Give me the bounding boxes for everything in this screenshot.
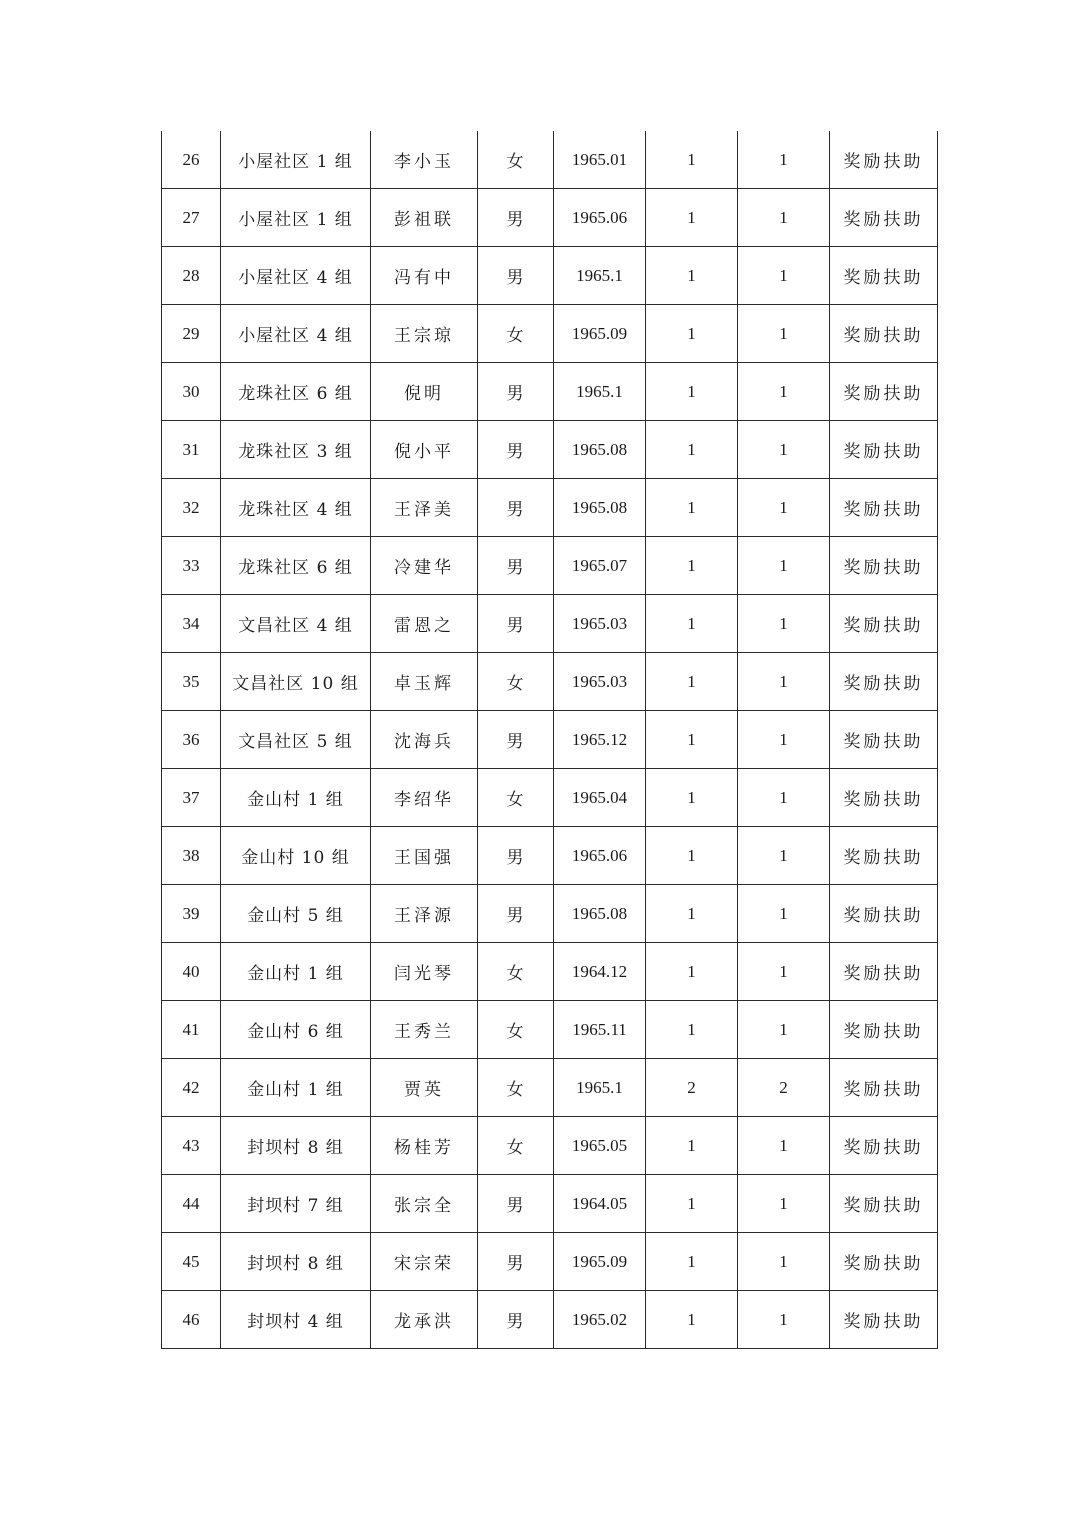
cell-count-a: 1 [646, 1233, 738, 1291]
cell-number: 32 [162, 479, 221, 537]
cell-count-a: 1 [646, 537, 738, 595]
cell-gender: 男 [478, 189, 554, 247]
cell-number: 43 [162, 1117, 221, 1175]
cell-number: 30 [162, 363, 221, 421]
cell-support-type: 奖励扶助 [830, 363, 938, 421]
cell-support-type: 奖励扶助 [830, 1233, 938, 1291]
cell-number: 26 [162, 131, 221, 189]
cell-name: 王国强 [371, 827, 478, 885]
cell-support-type: 奖励扶助 [830, 595, 938, 653]
cell-count-a: 1 [646, 1117, 738, 1175]
cell-name: 倪明 [371, 363, 478, 421]
cell-count-a: 1 [646, 1001, 738, 1059]
cell-birth-date: 1965.02 [554, 1291, 646, 1349]
cell-gender: 男 [478, 247, 554, 305]
cell-gender: 男 [478, 479, 554, 537]
cell-number: 44 [162, 1175, 221, 1233]
cell-support-type: 奖励扶助 [830, 711, 938, 769]
table-row [162, 595, 938, 653]
cell-address: 小屋社区 4 组 [221, 305, 371, 363]
cell-name: 王宗琼 [371, 305, 478, 363]
cell-birth-date: 1965.01 [554, 131, 646, 189]
cell-support-type: 奖励扶助 [830, 305, 938, 363]
cell-gender: 女 [478, 769, 554, 827]
beneficiary-table [161, 131, 938, 1349]
table-row [162, 1175, 938, 1233]
cell-birth-date: 1965.03 [554, 595, 646, 653]
cell-birth-date: 1965.08 [554, 421, 646, 479]
cell-count-b: 1 [738, 769, 830, 827]
cell-address: 金山村 5 组 [221, 885, 371, 943]
cell-support-type: 奖励扶助 [830, 1059, 938, 1117]
cell-support-type: 奖励扶助 [830, 421, 938, 479]
cell-name: 彭祖联 [371, 189, 478, 247]
cell-gender: 男 [478, 363, 554, 421]
cell-count-b: 2 [738, 1059, 830, 1117]
cell-count-b: 1 [738, 1233, 830, 1291]
cell-gender: 女 [478, 1001, 554, 1059]
cell-birth-date: 1965.1 [554, 247, 646, 305]
cell-name: 雷恩之 [371, 595, 478, 653]
table-row [162, 421, 938, 479]
cell-gender: 男 [478, 1175, 554, 1233]
cell-count-b: 1 [738, 1291, 830, 1349]
cell-count-a: 1 [646, 653, 738, 711]
cell-count-a: 1 [646, 711, 738, 769]
cell-gender: 女 [478, 653, 554, 711]
cell-name: 宋宗荣 [371, 1233, 478, 1291]
cell-number: 40 [162, 943, 221, 1001]
cell-count-a: 1 [646, 421, 738, 479]
cell-support-type: 奖励扶助 [830, 827, 938, 885]
cell-name: 闫光琴 [371, 943, 478, 1001]
cell-birth-date: 1965.03 [554, 653, 646, 711]
cell-gender: 女 [478, 131, 554, 189]
cell-name: 龙承洪 [371, 1291, 478, 1349]
cell-name: 倪小平 [371, 421, 478, 479]
table-row [162, 653, 938, 711]
cell-number: 46 [162, 1291, 221, 1349]
cell-count-a: 1 [646, 769, 738, 827]
cell-gender: 男 [478, 421, 554, 479]
cell-name: 卓玉辉 [371, 653, 478, 711]
cell-count-a: 1 [646, 189, 738, 247]
cell-count-a: 2 [646, 1059, 738, 1117]
cell-support-type: 奖励扶助 [830, 769, 938, 827]
cell-count-a: 1 [646, 363, 738, 421]
cell-support-type: 奖励扶助 [830, 247, 938, 305]
table-row [162, 769, 938, 827]
cell-gender: 女 [478, 1059, 554, 1117]
cell-support-type: 奖励扶助 [830, 131, 938, 189]
cell-gender: 男 [478, 1291, 554, 1349]
cell-name: 李小玉 [371, 131, 478, 189]
cell-number: 38 [162, 827, 221, 885]
cell-support-type: 奖励扶助 [830, 1175, 938, 1233]
cell-count-a: 1 [646, 305, 738, 363]
cell-gender: 男 [478, 537, 554, 595]
cell-birth-date: 1965.05 [554, 1117, 646, 1175]
cell-count-a: 1 [646, 885, 738, 943]
table-row [162, 1001, 938, 1059]
cell-number: 36 [162, 711, 221, 769]
cell-number: 42 [162, 1059, 221, 1117]
cell-name: 冷建华 [371, 537, 478, 595]
cell-address: 小屋社区 1 组 [221, 189, 371, 247]
cell-count-b: 1 [738, 1175, 830, 1233]
cell-count-b: 1 [738, 189, 830, 247]
cell-count-a: 1 [646, 827, 738, 885]
cell-gender: 男 [478, 595, 554, 653]
table-row [162, 1291, 938, 1349]
table-row [162, 247, 938, 305]
cell-name: 杨桂芳 [371, 1117, 478, 1175]
cell-gender: 女 [478, 305, 554, 363]
cell-count-b: 1 [738, 1117, 830, 1175]
cell-count-a: 1 [646, 479, 738, 537]
cell-support-type: 奖励扶助 [830, 1117, 938, 1175]
cell-gender: 男 [478, 827, 554, 885]
cell-count-b: 1 [738, 1001, 830, 1059]
cell-address: 封坝村 7 组 [221, 1175, 371, 1233]
table-row [162, 363, 938, 421]
cell-birth-date: 1965.08 [554, 885, 646, 943]
cell-address: 金山村 1 组 [221, 943, 371, 1001]
table-row [162, 189, 938, 247]
cell-count-b: 1 [738, 711, 830, 769]
cell-support-type: 奖励扶助 [830, 885, 938, 943]
cell-address: 龙珠社区 3 组 [221, 421, 371, 479]
cell-address: 金山村 1 组 [221, 1059, 371, 1117]
cell-number: 29 [162, 305, 221, 363]
cell-gender: 男 [478, 1233, 554, 1291]
cell-gender: 女 [478, 943, 554, 1001]
cell-number: 27 [162, 189, 221, 247]
cell-count-a: 1 [646, 1291, 738, 1349]
cell-count-a: 1 [646, 131, 738, 189]
table-body [162, 131, 938, 1349]
cell-number: 28 [162, 247, 221, 305]
table-row [162, 1059, 938, 1117]
cell-address: 封坝村 8 组 [221, 1117, 371, 1175]
cell-name: 王泽美 [371, 479, 478, 537]
cell-name: 王秀兰 [371, 1001, 478, 1059]
cell-count-a: 1 [646, 943, 738, 1001]
table-row [162, 885, 938, 943]
table-row [162, 1117, 938, 1175]
cell-address: 封坝村 4 组 [221, 1291, 371, 1349]
cell-count-a: 1 [646, 595, 738, 653]
cell-address: 金山村 1 组 [221, 769, 371, 827]
cell-address: 小屋社区 1 组 [221, 131, 371, 189]
cell-birth-date: 1965.04 [554, 769, 646, 827]
cell-number: 34 [162, 595, 221, 653]
cell-count-b: 1 [738, 247, 830, 305]
table-row [162, 711, 938, 769]
cell-gender: 男 [478, 885, 554, 943]
cell-support-type: 奖励扶助 [830, 537, 938, 595]
cell-count-b: 1 [738, 827, 830, 885]
cell-number: 37 [162, 769, 221, 827]
cell-count-b: 1 [738, 305, 830, 363]
cell-address: 文昌社区 10 组 [221, 653, 371, 711]
cell-count-b: 1 [738, 421, 830, 479]
table-row [162, 943, 938, 1001]
cell-name: 李绍华 [371, 769, 478, 827]
cell-address: 龙珠社区 6 组 [221, 363, 371, 421]
cell-count-b: 1 [738, 131, 830, 189]
table-row [162, 305, 938, 363]
cell-address: 小屋社区 4 组 [221, 247, 371, 305]
cell-birth-date: 1965.1 [554, 363, 646, 421]
cell-birth-date: 1965.09 [554, 305, 646, 363]
cell-address: 龙珠社区 4 组 [221, 479, 371, 537]
table-row [162, 827, 938, 885]
cell-birth-date: 1965.11 [554, 1001, 646, 1059]
cell-birth-date: 1965.08 [554, 479, 646, 537]
cell-birth-date: 1965.06 [554, 827, 646, 885]
cell-count-b: 1 [738, 595, 830, 653]
cell-support-type: 奖励扶助 [830, 479, 938, 537]
table-row [162, 479, 938, 537]
cell-count-b: 1 [738, 363, 830, 421]
cell-support-type: 奖励扶助 [830, 653, 938, 711]
cell-number: 41 [162, 1001, 221, 1059]
cell-count-a: 1 [646, 1175, 738, 1233]
cell-address: 封坝村 8 组 [221, 1233, 371, 1291]
cell-support-type: 奖励扶助 [830, 1291, 938, 1349]
cell-address: 金山村 6 组 [221, 1001, 371, 1059]
cell-name: 沈海兵 [371, 711, 478, 769]
cell-number: 33 [162, 537, 221, 595]
cell-gender: 男 [478, 711, 554, 769]
cell-count-a: 1 [646, 247, 738, 305]
table-row [162, 537, 938, 595]
cell-address: 文昌社区 4 组 [221, 595, 371, 653]
cell-name: 张宗全 [371, 1175, 478, 1233]
cell-name: 冯有中 [371, 247, 478, 305]
cell-support-type: 奖励扶助 [830, 943, 938, 1001]
cell-address: 文昌社区 5 组 [221, 711, 371, 769]
cell-count-b: 1 [738, 943, 830, 1001]
cell-number: 39 [162, 885, 221, 943]
cell-address: 金山村 10 组 [221, 827, 371, 885]
table-row [162, 131, 938, 189]
cell-birth-date: 1965.06 [554, 189, 646, 247]
cell-count-b: 1 [738, 885, 830, 943]
cell-birth-date: 1964.05 [554, 1175, 646, 1233]
cell-number: 31 [162, 421, 221, 479]
cell-birth-date: 1965.09 [554, 1233, 646, 1291]
cell-birth-date: 1965.12 [554, 711, 646, 769]
cell-name: 王泽源 [371, 885, 478, 943]
cell-count-b: 1 [738, 479, 830, 537]
cell-count-b: 1 [738, 537, 830, 595]
cell-count-b: 1 [738, 653, 830, 711]
cell-gender: 女 [478, 1117, 554, 1175]
cell-birth-date: 1965.1 [554, 1059, 646, 1117]
cell-name: 贾英 [371, 1059, 478, 1117]
table-row [162, 1233, 938, 1291]
cell-address: 龙珠社区 6 组 [221, 537, 371, 595]
cell-number: 35 [162, 653, 221, 711]
cell-support-type: 奖励扶助 [830, 189, 938, 247]
cell-birth-date: 1965.07 [554, 537, 646, 595]
cell-birth-date: 1964.12 [554, 943, 646, 1001]
cell-number: 45 [162, 1233, 221, 1291]
cell-support-type: 奖励扶助 [830, 1001, 938, 1059]
